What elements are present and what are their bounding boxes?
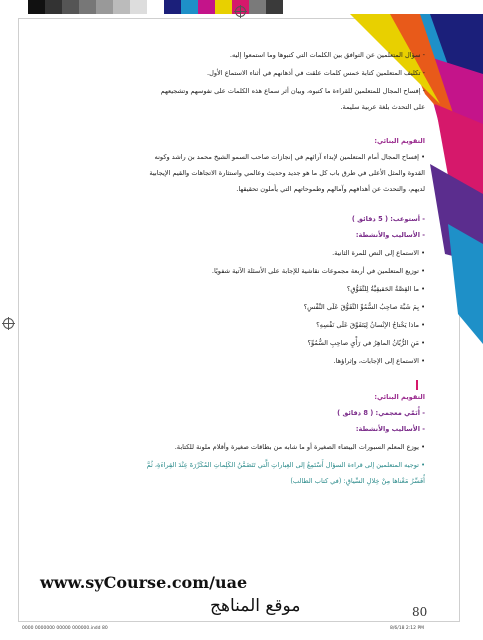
page-number: 80: [412, 605, 428, 619]
color-swatch: [249, 0, 266, 14]
text-line: على التحدث بلغة عربية سليمة.: [340, 103, 425, 111]
text-line: • توزيع المتعلمين في أربعة مجموعات نقاشية للإجابة على الأسئلة الآتية شفويًا.: [211, 267, 425, 275]
text-line: لديهم، والتحدث عن أهدافهم وآمالهم وطموحاتهم التي يأملون تحقيقها.: [236, 185, 425, 193]
section-heading: التقويم البنائي:: [374, 137, 425, 145]
color-swatch: [215, 0, 232, 14]
text-line: - تكليف المتعلمين كتابة خمس كلمات علقت في أذهانهم في أثناء الاستماع الأول.: [206, 69, 425, 77]
text-line: القدوة والمثل الأعلى في طرق باب كل ما هو جديد وحديث وعالمي واستثارة الاتجاهات والقيم الإيجابية: [149, 169, 425, 177]
color-swatch: [96, 0, 113, 14]
color-swatch: [113, 0, 130, 14]
text-line: - سؤال المتعلمين عن التوافق بين الكلمات التي كتبوها وما استمعوا إليه.: [229, 51, 425, 59]
text-line: • توجيه المتعلمين إلى قراءة السؤال أَسْتَمِعُ إلى العِباراتِ الَّتي تَتَضَمَّنُ الكَلِماتِ المُكَرَّرَةَ عِنْدَ القِراءَةِ، ثُمَّ: [146, 461, 425, 469]
print-footer-file: 0000 0000000 00000 000000.indd 80: [22, 626, 108, 631]
color-swatch: [164, 0, 181, 14]
text-line: • إفساح المجال أمام المتعلمين لإبداء آرائهم في إنجازات صاحب السمو الشيخ محمد بن راشد وكونه: [154, 153, 425, 161]
color-swatch: [181, 0, 198, 14]
text-line: - إفساح المجال للمتعلمين للقراءة ما كتبوه، وبيان أثر سماع هذه الكلمات على نفوسهم وتشجيعهم: [160, 87, 425, 95]
subsection-heading: - الأساليب والأنشطة:: [355, 425, 425, 433]
decorative-shapes: [330, 14, 483, 344]
text-line: • الاستماع إلى النص للمرة الثانية.: [332, 249, 425, 257]
print-footer-date: 8/6/18 2:12 PM: [390, 626, 425, 631]
registration-mark-left: [3, 318, 14, 329]
question-line: • ما القِصَّةُ الحَقيقِيَّةُ لِلتَّفَوُّقِ؟: [346, 285, 425, 293]
text-line: • الاستماع إلى الإجابات، وإثراؤها.: [333, 357, 425, 365]
question-line: • ماذا يَحْتاجُ الإنْسانُ لِيَتَفَوَّقَ عَلَى نَفْسِهِ؟: [316, 321, 425, 329]
question-line: • مَنِ الرُّبّانُ الماهِرُ في رَأْيِ صاحِبِ السُّمُوِّ؟: [307, 339, 425, 347]
subsection-heading: - الأساليب والأنشطة:: [355, 231, 425, 239]
color-swatch: [62, 0, 79, 14]
question-line: • بِمَ شَبَّهَ صاحِبُ السُّمُوِّ التَّفَوُّقَ عَلَى النَّفْسِ؟: [303, 303, 425, 311]
section-heading: - أستوعب: ( 5 دقائق ): [351, 215, 425, 223]
registration-mark-top: [235, 6, 246, 17]
color-swatch: [45, 0, 62, 14]
color-swatch: [130, 0, 147, 14]
website-url[interactable]: www.syCourse.com/uae: [40, 573, 248, 592]
text-line: • يوزع المعلم السبورات البيضاء الصغيرة أو ما شابه من بطاقات صغيرة وأقلام ملونة للكتابة.: [174, 443, 425, 451]
section-heading: - أُنَمّي معجمي: ( 8 دقائق ): [337, 409, 425, 417]
color-swatch: [147, 0, 164, 14]
section-heading: التقويم البنائي:: [374, 393, 425, 401]
color-swatch: [198, 0, 215, 14]
brand-name: موقع المناهج: [210, 596, 301, 616]
text-line: أُفَسِّرُ مَعْناها مِنْ خِلالِ السِّياقِ: (في كتاب الطالب): [290, 477, 425, 485]
color-swatch: [79, 0, 96, 14]
color-swatch: [28, 0, 45, 14]
section-marker: [416, 380, 418, 390]
color-swatch: [266, 0, 283, 14]
